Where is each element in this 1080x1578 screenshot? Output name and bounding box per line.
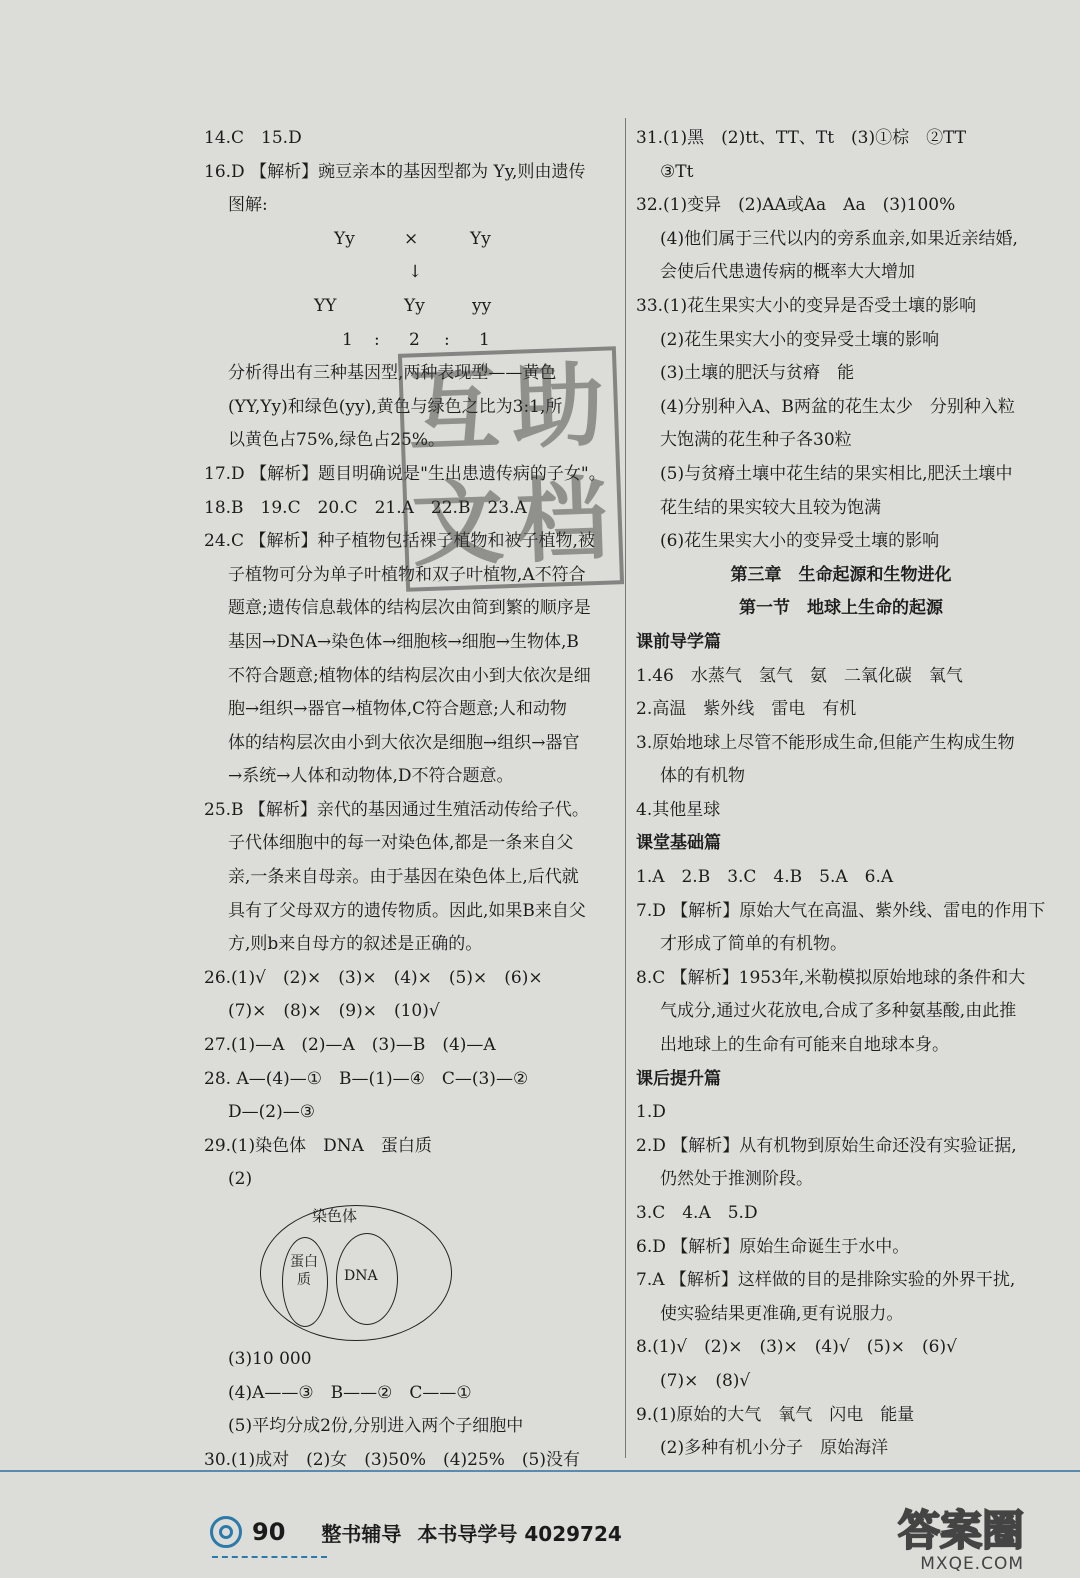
venn-inner-right-label: DNA	[344, 1268, 378, 1284]
answer-continuation: 亲,一条来自母亲。由于基因在染色体上,后代就	[228, 867, 579, 888]
stamp-char: 助	[510, 351, 606, 462]
answer-continuation: (5)与贫瘠土壤中花生结的果实相比,肥沃土壤中	[660, 463, 1013, 484]
answer-continuation: 出地球上的生命有可能来自地球本身。	[660, 1035, 949, 1056]
answer-item: 2.D 【解析】从有机物到原始生命还没有实验证据,	[636, 1135, 1017, 1156]
answer-continuation: 使实验结果更准确,更有说服力。	[660, 1303, 904, 1324]
answer-item: 31.(1)黑 (2)tt、TT、Tt (3)①棕 ②TT	[636, 128, 967, 148]
cross-symbol: yy	[472, 295, 492, 316]
site-watermark	[898, 1508, 1024, 1574]
answer-continuation: 花生结的果实较大且较为饱满	[660, 497, 881, 518]
cross-symbol: ↓	[408, 262, 423, 283]
watermark-url: MXQE.COM	[920, 1554, 1025, 1574]
answer-continuation: 不符合题意;植物体的结构层次由小到大依次是细	[228, 665, 591, 686]
answer-item: 16.D 【解析】豌豆亲本的基因型都为 Yy,则由遗传	[204, 161, 586, 182]
answer-continuation: (7)× (8)× (9)× (10)√	[228, 1001, 440, 1022]
cross-symbol: Yy	[404, 295, 425, 316]
answer-item: 6.D 【解析】原始生命诞生于水中。	[636, 1236, 910, 1257]
footer-dashes	[212, 1556, 327, 1558]
answer-continuation: (2)多种有机小分子 原始海洋	[660, 1438, 889, 1459]
section-heading: 课后提升篇	[636, 1068, 721, 1089]
answer-continuation: 胞→组织→器官→植物体,C符合题意;人和动物	[228, 699, 567, 720]
answer-continuation: ③Tt	[660, 161, 694, 182]
answer-item: 7.A 【解析】这样做的目的是排除实验的外界干扰,	[636, 1270, 1016, 1291]
answer-item: 33.(1)花生果实大小的变异是否受土壤的影响	[636, 295, 977, 316]
answer-continuation: (YY,Yy)和绿色(yy),黄色与绿色之比为3:1,所	[228, 396, 563, 417]
cross-symbol: 1	[342, 329, 353, 350]
footer-book-code: 本书导学号 4029724	[417, 1521, 622, 1546]
venn-inner-left-label: 蛋白质	[290, 1254, 318, 1288]
watermark-logo: 答案圈	[898, 1506, 1025, 1555]
answer-item: 1.A 2.B 3.C 4.B 5.A 6.A	[636, 867, 894, 888]
stamp-char: 文	[410, 469, 506, 580]
stamp-char: 互	[406, 355, 502, 466]
answer-continuation: 题意;遗传信息载体的结构层次由简到繁的顺序是	[228, 598, 591, 619]
cross-symbol: Yy	[470, 228, 491, 249]
cross-symbol: 2	[409, 329, 420, 350]
answer-item: 3.C 4.A 5.D	[636, 1203, 758, 1223]
answer-item: 30.(1)成对 (2)女 (3)50% (4)25% (5)没有	[204, 1449, 581, 1470]
answer-continuation: 图解:	[228, 195, 268, 216]
answer-continuation: D—(2)—③	[228, 1102, 315, 1123]
answer-item: 3.原始地球上尽管不能形成生命,但能产生构成生物	[636, 732, 1015, 753]
answer-continuation: 才形成了简单的有机物。	[660, 934, 847, 955]
answer-item: 26.(1)√ (2)× (3)× (4)× (5)× (6)×	[204, 967, 543, 988]
answer-item: 1.D	[636, 1102, 666, 1123]
answer-item: 8.C 【解析】1953年,米勒模拟原始地球的条件和大	[636, 967, 1026, 988]
cross-symbol: ×	[404, 228, 419, 249]
page-number: 90	[252, 1518, 286, 1546]
answer-continuation: (2)	[228, 1169, 253, 1190]
answer-continuation: 以黄色占75%,绿色占25%。	[228, 430, 445, 451]
answer-continuation: 大饱满的花生种子各30粒	[660, 430, 852, 451]
stamp-char: 档	[513, 465, 610, 576]
cross-symbol: :	[444, 329, 450, 350]
cross-symbol: 1	[479, 329, 490, 350]
answer-item: 18.B 19.C 20.C 21.A 22.B 23.A	[204, 497, 527, 518]
cross-symbol: :	[374, 329, 380, 350]
answer-continuation: 体的结构层次由小到大依次是细胞→组织→器官	[228, 732, 580, 753]
answer-item: 8.(1)√ (2)× (3)× (4)√ (5)× (6)√	[636, 1337, 957, 1358]
answer-continuation: 基因→DNA→染色体→细胞核→细胞→生物体,B	[228, 631, 579, 652]
target-icon	[210, 1516, 242, 1548]
answer-item: 24.C 【解析】种子植物包括裸子植物和被子植物,被	[204, 531, 595, 552]
answer-continuation: (5)平均分成2份,分别进入两个子细胞中	[228, 1416, 524, 1437]
answer-item: 17.D 【解析】题目明确说是"生出患遗传病的子女"。	[204, 463, 606, 484]
cross-symbol: Yy	[334, 228, 355, 249]
chapter-heading: 第一节 地球上生命的起源	[739, 598, 943, 619]
chapter-heading: 第三章 生命起源和生物进化	[730, 564, 952, 585]
answer-continuation: 气成分,通过火花放电,合成了多种氨基酸,由此推	[660, 1001, 1017, 1022]
section-heading: 课前导学篇	[636, 631, 721, 652]
answer-continuation: (4)A——③ B——② C——①	[228, 1382, 472, 1403]
answer-continuation: (7)× (8)√	[660, 1370, 751, 1391]
venn-outer-label: 染色体	[312, 1207, 358, 1225]
answer-item: 29.(1)染色体 DNA 蛋白质	[204, 1135, 432, 1156]
answer-item: 7.D 【解析】原始大气在高温、紫外线、雷电的作用下	[636, 900, 1046, 921]
answer-item: 14.C 15.D	[204, 128, 302, 148]
answer-item: 32.(1)变异 (2)AA或Aa Aa (3)100%	[636, 195, 956, 216]
column-divider	[625, 118, 626, 1458]
answer-continuation: (6)花生果实大小的变异受土壤的影响	[660, 531, 940, 552]
answer-item: 27.(1)—A (2)—A (3)—B (4)—A	[204, 1035, 496, 1056]
answer-continuation: →系统→人体和动物体,D不符合题意。	[228, 766, 514, 787]
venn-diagram	[204, 1199, 616, 1339]
answer-continuation: (3)土壤的肥沃与贫瘠 能	[660, 363, 855, 384]
answer-item: 25.B 【解析】亲代的基因通过生殖活动传给子代。	[204, 799, 589, 820]
answer-continuation: 分析得出有三种基因型,两种表现型——黄色	[228, 363, 557, 384]
footer-label: 整书辅导	[321, 1521, 402, 1546]
answer-continuation: (2)花生果实大小的变异受土壤的影响	[660, 329, 940, 350]
answer-continuation: 子植物可分为单子叶植物和双子叶植物,A不符合	[228, 564, 586, 585]
answer-item: 9.(1)原始的大气 氧气 闪电 能量	[636, 1404, 915, 1425]
answer-continuation: 体的有机物	[660, 766, 745, 787]
answer-continuation: 仍然处于推测阶段。	[660, 1169, 813, 1190]
answer-continuation: 子代体细胞中的每一对染色体,都是一条来自父	[228, 833, 574, 854]
cross-symbol: YY	[314, 295, 337, 316]
answer-item: 2.高温 紫外线 雷电 有机	[636, 699, 857, 720]
answer-item: 1.46 水蒸气 氢气 氨 二氧化碳 氧气	[636, 665, 963, 686]
answer-item: 28. A—(4)—① B—(1)—④ C—(3)—②	[204, 1068, 529, 1089]
answer-continuation: (4)分别种入A、B两盆的花生太少 分别种入粒	[660, 396, 1015, 417]
right-column	[636, 122, 1046, 1466]
footer-rule	[0, 1470, 1080, 1472]
page-footer	[210, 1512, 622, 1552]
answer-continuation: 具有了父母双方的遗传物质。因此,如果B来自父	[228, 900, 586, 921]
answer-continuation: 会使后代患遗传病的概率大大增加	[660, 262, 915, 283]
answer-continuation: (3)10 000	[228, 1349, 312, 1369]
cross-diagram-row	[204, 256, 616, 290]
answer-continuation: (4)他们属于三代以内的旁系血亲,如果近亲结婚,	[660, 228, 1018, 249]
cross-diagram-row	[204, 223, 616, 257]
cross-diagram-row	[204, 290, 616, 324]
section-heading: 课堂基础篇	[636, 833, 721, 854]
stamp-watermark	[398, 346, 624, 591]
answer-item: 4.其他星球	[636, 799, 721, 820]
left-column	[204, 122, 616, 1477]
answer-continuation: 方,则b来自母方的叙述是正确的。	[228, 934, 483, 955]
